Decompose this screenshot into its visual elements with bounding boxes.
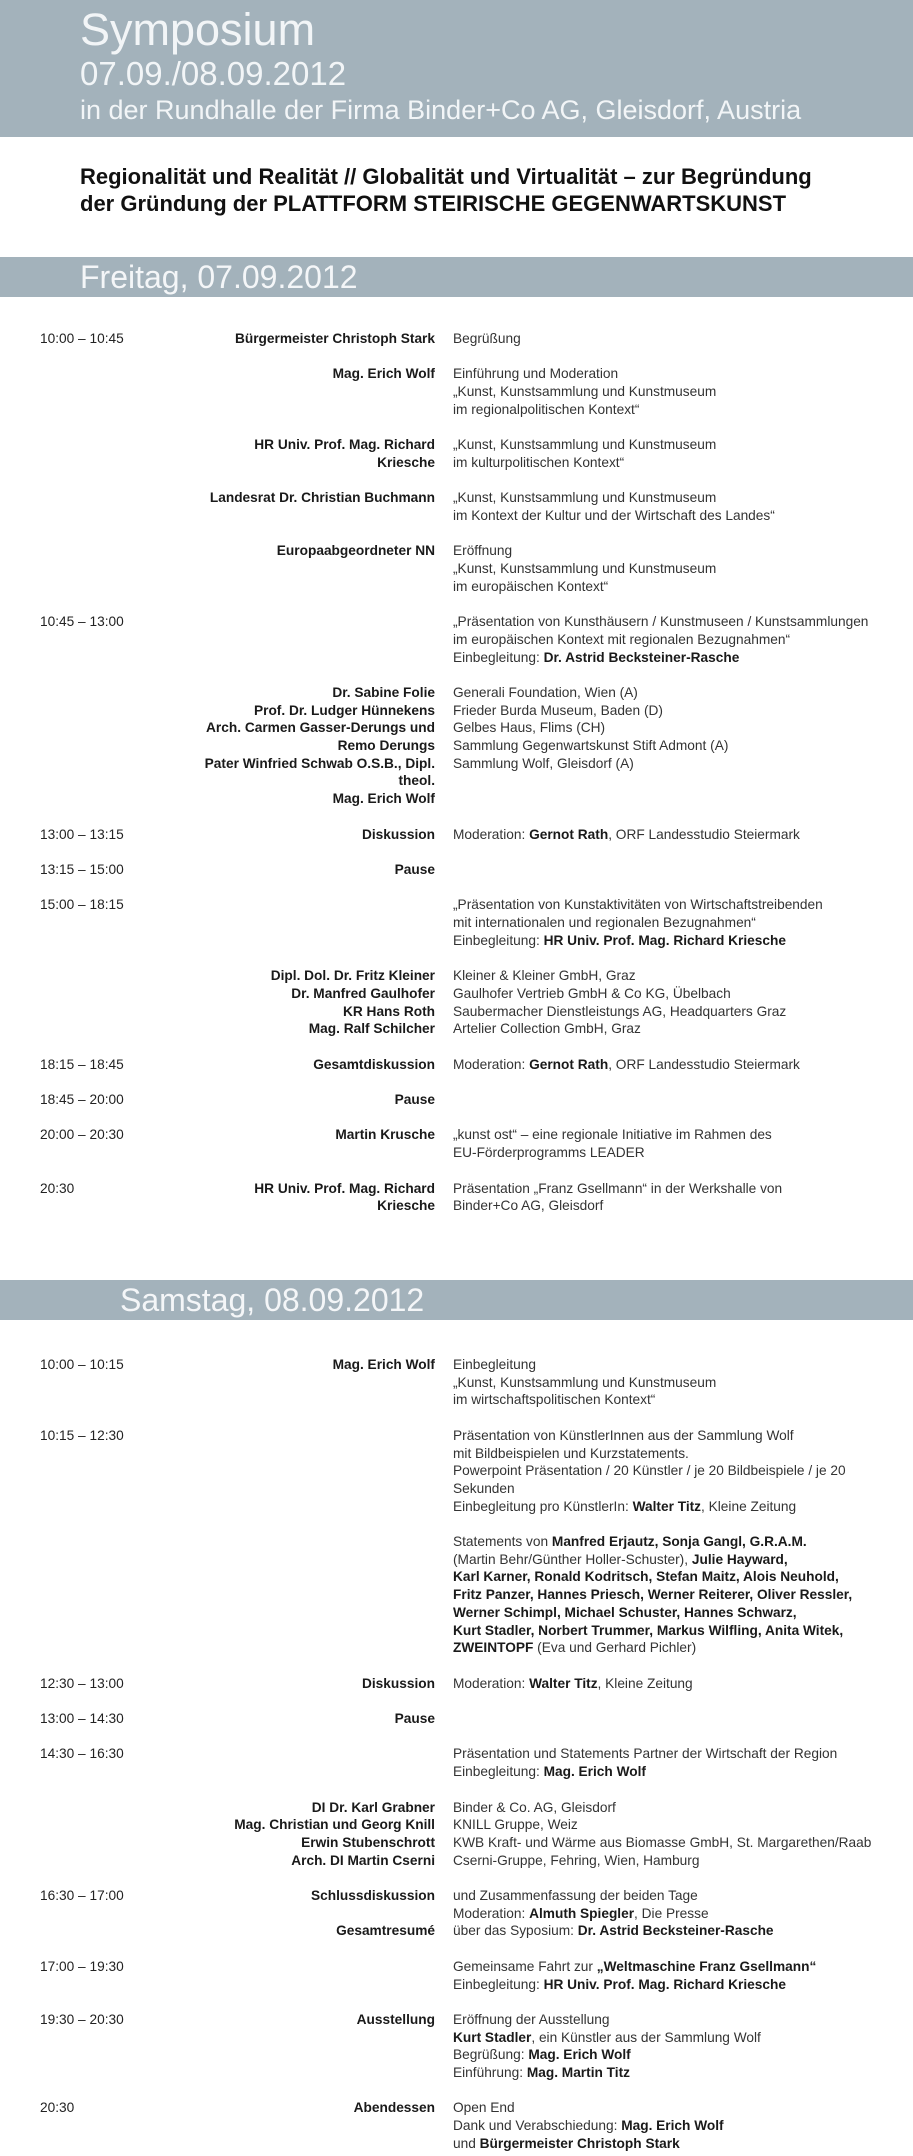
speaker: Europaabgeordneter NN — [276, 543, 435, 559]
speaker: Pause — [394, 1711, 435, 1727]
speaker-list: DI Dr. Karl Grabner Mag. Christian und Georg Knill Erwin Stubenschrott Arch. DI Martin Cserni — [234, 1799, 435, 1868]
schedule-row — [0, 1745, 913, 1780]
speaker: Abendessen — [353, 2100, 435, 2116]
speaker: Bürgermeister Christoph Stark — [234, 331, 435, 346]
time-slot: 10:00 – 10:15 — [40, 1357, 124, 1372]
time-slot: 10:00 – 10:45 — [40, 331, 124, 346]
description: Moderation: Gernot Rath, ORF Landesstudio Steiermark — [453, 1056, 800, 1072]
time-slot — [0, 489, 200, 524]
description: „kunst ost“ – eine regionale Initiative im Rahmen des EU-Förderprogramms LEADER — [453, 1127, 772, 1161]
schedule-row — [0, 1356, 913, 1409]
description: Präsentation von KünstlerInnen aus der Sammlung Wolf mit Bildbeispielen und Kurzstatements. Powerpoint Präsentation / 20 Künstler / je 20 Bildbeispiele / je 20 Sekunden Einbegleitung pro KünstlerIn: Walter Titz, Kleine Zeitung Statements von Manfred Erjautz, Sonja Gangl, G.R.A.M. (Martin Behr/Günther Holler-Schuster), Julie Hayward, Karl Karner, Ronald Kodritsch, Stefan Maitz, Alois Neuhold, Fritz Panzer, Hannes Priesch, Werner Reiterer, Oliver Ressler, Werner Schimpl, Michael Schuster, Hannes Schwarz, Kurt Stadler, Norbert Trummer, Markus Wilfling, Anita Witek, ZWEINTOPF (Eva und Gerhard Pichler) — [453, 1427, 853, 1656]
header-band — [0, 0, 913, 137]
saturday-schedule — [0, 1356, 913, 2153]
schedule-row — [0, 330, 913, 348]
schedule-row — [0, 365, 913, 418]
schedule-row — [0, 861, 913, 879]
schedule-row — [0, 1427, 913, 1657]
description: und Zusammenfassung der beiden Tage Moderation: Almuth Spiegler, Die Presse über das Syposium: Dr. Astrid Becksteiner-Rasche — [453, 1888, 774, 1939]
speaker: Ausstellung — [356, 2011, 435, 2027]
time-slot: 18:15 – 18:45 — [40, 1056, 124, 1072]
description: Eröffnung der Ausstellung Kurt Stadler, ein Künstler aus der Sammlung Wolf Begrüßung: Mag. Erich Wolf Einführung: Mag. Martin Titz — [453, 2011, 761, 2080]
schedule-row — [0, 1887, 913, 1940]
time-slot — [0, 542, 200, 595]
speaker-list: Dipl. Dol. Dr. Fritz Kleiner Dr. Manfred Gaulhofer KR Hans Roth Mag. Ralf Schilcher — [270, 968, 435, 1037]
time-slot: 20:30 — [40, 1180, 75, 1196]
time-slot — [0, 684, 200, 808]
schedule-row — [0, 1056, 913, 1074]
description: Gemeinsame Fahrt zur „Weltmaschine Franz Gsellmann“ Einbegleitung: HR Univ. Prof. Mag. Richard Kriesche — [453, 1958, 817, 1992]
description: Einbegleitung „Kunst, Kunstsammlung und Kunstmuseum im wirtschaftspolitischen Kontext“ — [453, 1357, 717, 1408]
time-slot: 20:00 – 20:30 — [40, 1127, 124, 1143]
speaker: HR Univ. Prof. Mag. Richard Kriesche — [254, 437, 435, 470]
time-slot: 12:30 – 13:00 — [40, 1675, 124, 1691]
time-slot: 13:15 – 15:00 — [40, 861, 124, 877]
time-slot: 16:30 – 17:00 — [40, 1888, 124, 1903]
schedule-row — [0, 1799, 913, 1870]
day-heading-band — [0, 257, 913, 297]
speaker: Diskussion — [361, 1675, 435, 1691]
theme-line: der Gründung der PLATTFORM STEIRISCHE GEGENWARTSKUNST — [80, 191, 787, 216]
description — [435, 1091, 893, 1109]
schedule-row — [0, 1710, 913, 1728]
schedule-row — [0, 542, 913, 595]
schedule-row — [0, 1675, 913, 1693]
day-heading: Samstag, 08.09.2012 — [120, 1282, 425, 1318]
description: „Präsentation von Kunstaktivitäten von Wirtschaftstreibenden mit internationalen und regionalen Bezugnahmen“ Einbegleitung: HR Univ. Prof. Mag. Richard Kriesche — [453, 897, 823, 948]
institution-list: Binder & Co. AG, Gleisdorf KNILL Gruppe, Weiz KWB Kraft- und Wärme aus Biomasse GmbH, St. Margarethen/Raab Cserni-Gruppe, Fehring, Wien, Hamburg — [453, 1799, 872, 1868]
schedule-row — [0, 684, 913, 808]
symposium-venue: in der Rundhalle der Firma Binder+Co AG, Gleisdorf, Austria — [80, 95, 802, 125]
symposium-theme — [80, 163, 812, 217]
schedule-row — [0, 489, 913, 524]
description: Präsentation „Franz Gsellmann“ in der Werkshalle von Binder+Co AG, Gleisdorf — [453, 1180, 783, 1214]
description: Moderation: Walter Titz, Kleine Zeitung — [453, 1675, 693, 1691]
schedule-row — [0, 896, 913, 949]
schedule-row — [0, 1091, 913, 1109]
time-slot — [0, 436, 200, 471]
time-slot: 10:45 – 13:00 — [40, 614, 124, 630]
time-slot — [0, 365, 200, 418]
speaker — [200, 1745, 435, 1780]
friday-schedule — [0, 330, 913, 1215]
time-slot: 18:45 – 20:00 — [40, 1092, 124, 1108]
time-slot: 14:30 – 16:30 — [40, 1746, 124, 1762]
time-slot: 17:00 – 19:30 — [40, 1958, 124, 1974]
schedule-row — [0, 1958, 913, 1993]
description: „Kunst, Kunstsammlung und Kunstmuseum im Kontext der Kultur und der Wirtschaft des Landes“ — [453, 490, 775, 523]
symposium-dates: 07.09./08.09.2012 — [80, 55, 347, 92]
description: Eröffnung „Kunst, Kunstsammlung und Kunstmuseum im europäischen Kontext“ — [453, 543, 717, 594]
description: „Präsentation von Kunsthäusern / Kunstmuseen / Kunstsammlungen im europäischen Kontext mit regionalen Bezugnahmen“ Einbegleitung: Dr. Astrid Becksteiner-Rasche — [453, 614, 869, 665]
time-slot: 13:00 – 14:30 — [40, 1711, 124, 1727]
description: Präsentation und Statements Partner der Wirtschaft der Region Einbegleitung: Mag. Erich Wolf — [453, 1746, 838, 1780]
speaker — [200, 613, 435, 666]
speaker: Martin Krusche — [335, 1127, 435, 1143]
day-heading: Freitag, 07.09.2012 — [80, 259, 358, 295]
time-slot — [0, 967, 200, 1038]
institution-list: Kleiner & Kleiner GmbH, Graz Gaulhofer Vertrieb GmbH & Co KG, Übelbach Saubermacher Dienstleistungs AG, Headquarters Graz Artelier Collection GmbH, Graz — [453, 968, 787, 1037]
time-slot: 15:00 – 18:15 — [40, 897, 124, 913]
schedule-row — [0, 2011, 913, 2082]
speaker: Pause — [394, 1092, 435, 1108]
description: Begrüßung — [453, 331, 521, 346]
schedule-row — [0, 1126, 913, 1161]
speaker — [200, 1958, 435, 1993]
institution-list: Generali Foundation, Wien (A) Frieder Burda Museum, Baden (D) Gelbes Haus, Flims (CH) Sammlung Gegenwartskunst Stift Admont (A) Sammlung Wolf, Gleisdorf (A) — [453, 684, 729, 771]
time-slot: 19:30 – 20:30 — [40, 2011, 124, 2027]
speaker: Landesrat Dr. Christian Buchmann — [209, 490, 435, 506]
description: „Kunst, Kunstsammlung und Kunstmuseum im kulturpolitischen Kontext“ — [453, 437, 717, 470]
time-slot: 20:30 — [40, 2100, 75, 2116]
schedule-row — [0, 826, 913, 844]
schedule-row — [0, 436, 913, 471]
speaker: Schlussdiskussion Gesamtresumé — [311, 1888, 435, 1939]
description: Einführung und Moderation „Kunst, Kunstsammlung und Kunstmuseum im regionalpolitischen Kontext“ — [453, 366, 717, 417]
day-heading-band — [0, 1280, 913, 1320]
speaker — [200, 896, 435, 949]
schedule-row — [0, 1180, 913, 1215]
speaker: Pause — [394, 861, 435, 877]
symposium-title: Symposium — [80, 4, 316, 55]
description: Open End Dank und Verabschiedung: Mag. Erich Wolf und Bürgermeister Christoph Stark — [453, 2100, 724, 2151]
schedule-row — [0, 2099, 913, 2152]
speaker — [200, 1427, 435, 1657]
speaker-list: Dr. Sabine Folie Prof. Dr. Ludger Hünnekens Arch. Carmen Gasser-Derungs und Remo Derungs Pater Winfried Schwab O.S.B., Dipl. theol. Mag. Erich Wolf — [204, 684, 435, 807]
speaker: Mag. Erich Wolf — [332, 1357, 435, 1372]
theme-line: Regionalität und Realität // Globalität und Virtualität – zur Begründung — [80, 164, 812, 189]
description: Moderation: Gernot Rath, ORF Landesstudio Steiermark — [453, 826, 800, 842]
schedule-row — [0, 967, 913, 1038]
speaker: HR Univ. Prof. Mag. Richard Kriesche — [254, 1180, 435, 1214]
description — [435, 1710, 893, 1728]
speaker: Gesamtdiskussion — [313, 1056, 435, 1072]
time-slot: 10:15 – 12:30 — [40, 1427, 124, 1443]
description — [435, 861, 893, 879]
speaker: Mag. Erich Wolf — [332, 366, 435, 382]
speaker: Diskussion — [361, 826, 435, 842]
time-slot — [0, 1799, 200, 1870]
schedule-row — [0, 613, 913, 666]
time-slot: 13:00 – 13:15 — [40, 826, 124, 842]
